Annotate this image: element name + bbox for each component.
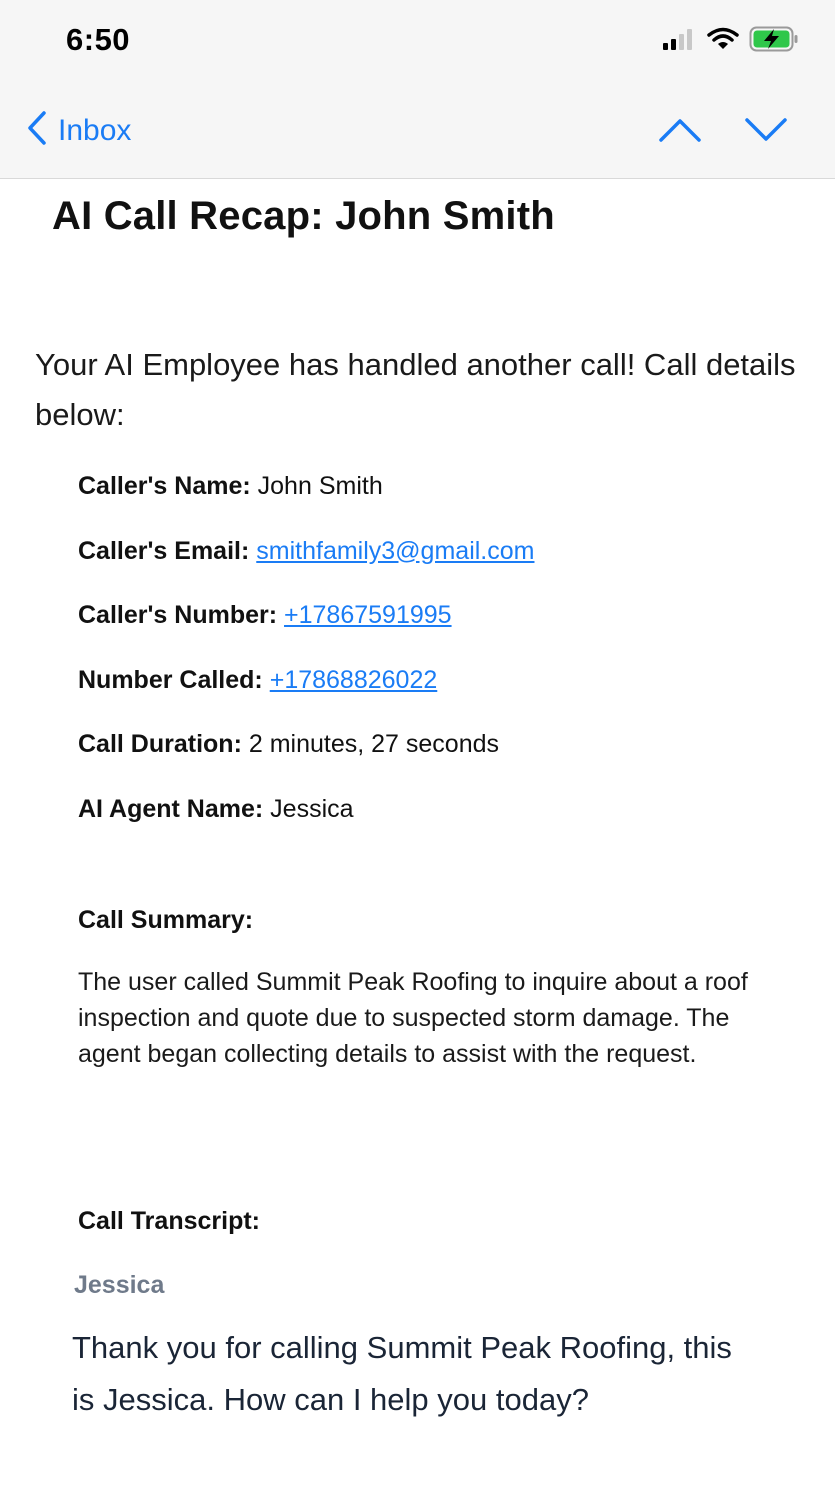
next-message-button[interactable] (743, 112, 789, 152)
detail-label: Call Duration: (78, 730, 242, 758)
detail-label: AI Agent Name: (78, 794, 264, 823)
detail-row-caller-number (78, 597, 798, 662)
status-icons (663, 26, 799, 57)
call-summary-heading: Call Summary: (78, 906, 254, 934)
status-time: 6:50 (66, 22, 131, 57)
detail-label: Caller's Number: (78, 601, 278, 629)
detail-row-call-duration (78, 726, 798, 791)
chevron-left-icon (26, 110, 48, 151)
email-subject: AI Call Recap: John Smith (52, 194, 555, 238)
call-transcript-heading: Call Transcript: (78, 1207, 260, 1235)
previous-message-button[interactable] (657, 112, 703, 152)
email-intro: Your AI Employee has handled another call! Call details below: (35, 347, 796, 432)
transcript-speaker-name: Jessica (74, 1271, 165, 1299)
call-summary-text: The user called Summit Peak Roofing to inquire about a roof inspection and quote due to suspected storm damage. The agent began collecting details to assist with the request. (78, 968, 748, 1068)
caller-number-link[interactable]: +17867591995 (284, 601, 452, 629)
back-label: Inbox (58, 113, 132, 147)
caller-name-value: John Smith (257, 472, 383, 500)
back-to-inbox-button[interactable] (26, 110, 131, 151)
chevron-up-icon (658, 117, 702, 148)
call-duration-value: 2 minutes, 27 seconds (248, 730, 500, 758)
detail-row-caller-email (78, 533, 798, 598)
transcript-message-text: Thank you for calling Summit Peak Roofing, this is Jessica. How can I help you today? (72, 1330, 732, 1417)
detail-label: Caller's Email: (78, 536, 250, 565)
detail-label: Caller's Name: (78, 472, 251, 500)
detail-row-agent-name (78, 791, 798, 856)
detail-row-number-called (78, 662, 798, 727)
top-chrome (0, 0, 835, 179)
wifi-icon (707, 27, 739, 56)
message-nav (657, 112, 789, 152)
detail-row-caller-name (78, 468, 798, 533)
battery-charging-icon (749, 26, 799, 57)
agent-name-value: Jessica (270, 794, 354, 823)
detail-label: Number Called: (78, 665, 263, 694)
chevron-down-icon (744, 117, 788, 148)
call-details (78, 468, 798, 855)
caller-email-link[interactable]: smithfamily3@gmail.com (256, 536, 535, 565)
number-called-link[interactable]: +17868826022 (269, 665, 438, 694)
signal-icon (663, 28, 697, 55)
